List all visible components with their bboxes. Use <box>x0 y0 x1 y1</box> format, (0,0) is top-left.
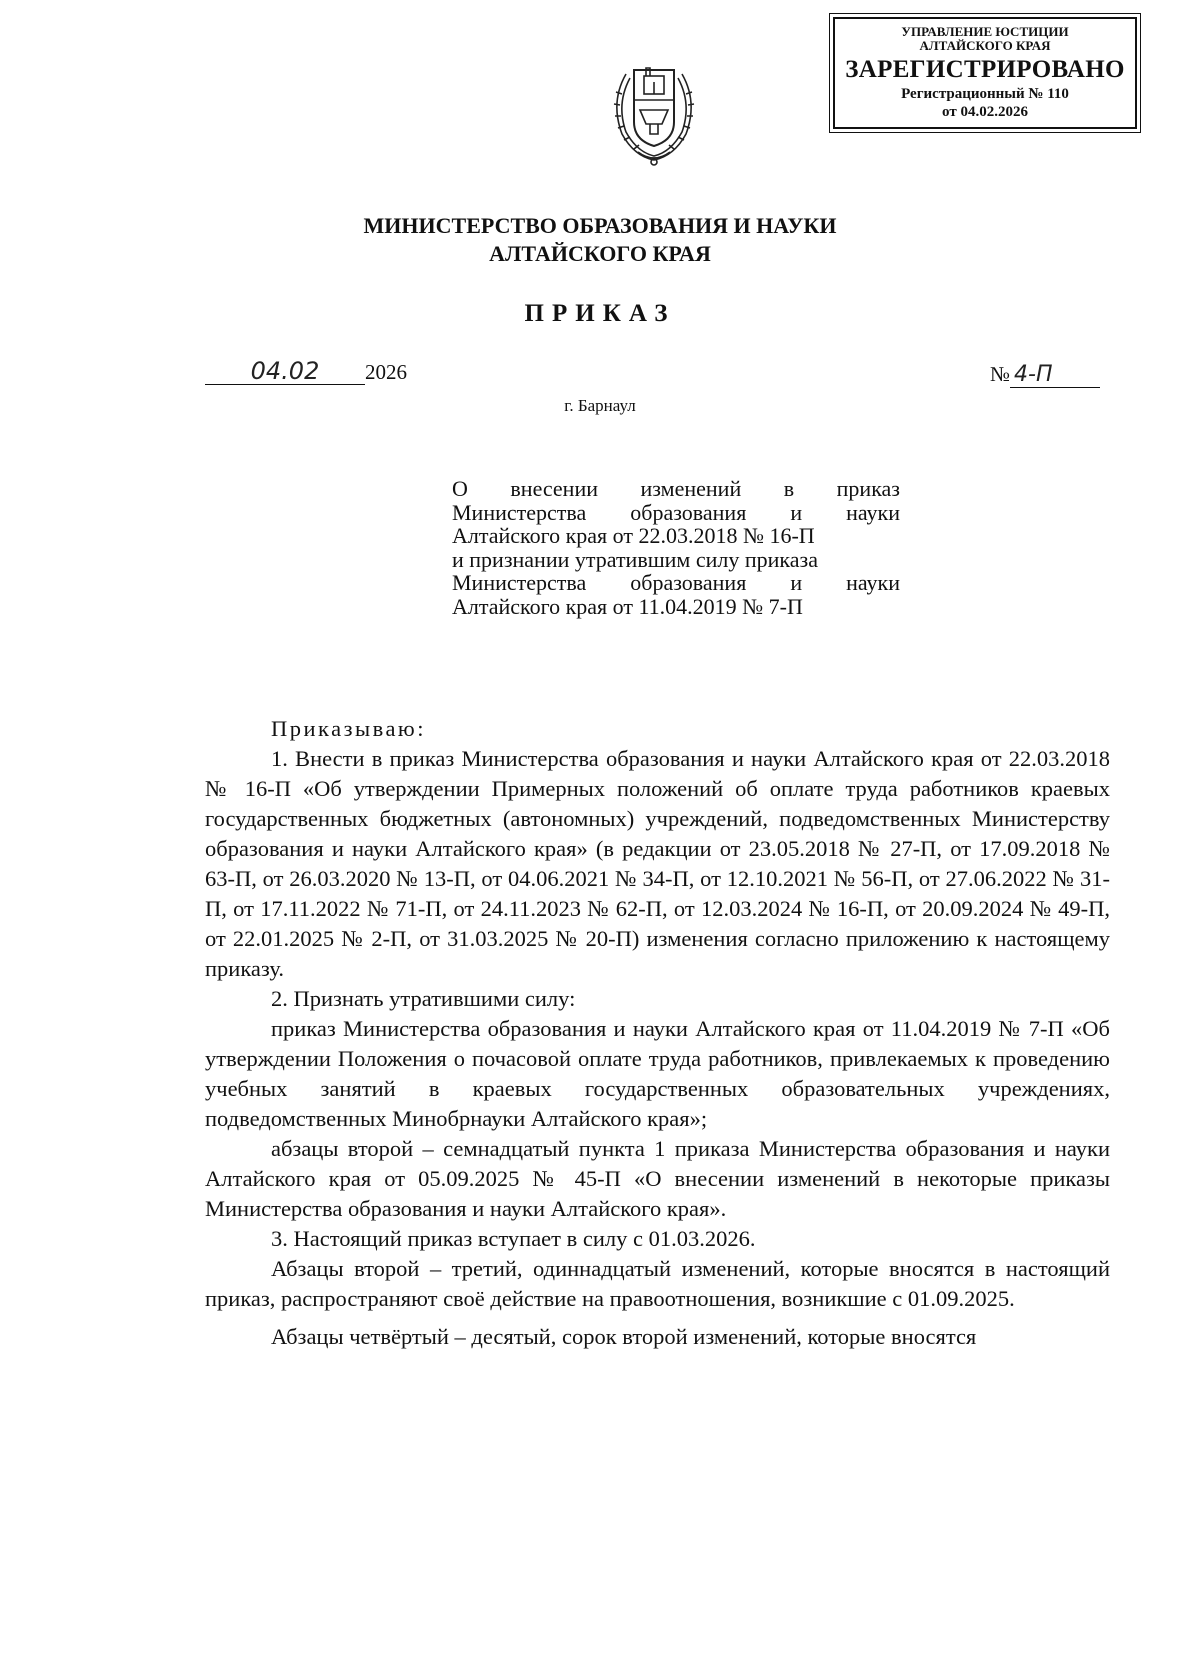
handwritten-number: 4-П <box>1010 363 1100 388</box>
paragraph-2: 2. Признать утратившими силу: <box>271 986 576 1011</box>
ministry-line2: АЛТАЙСКОГО КРАЯ <box>489 241 711 266</box>
subject-line: Алтайского края от 22.03.2018 № 16-П <box>452 523 815 548</box>
subject-line: Министерства образования и науки <box>452 570 900 595</box>
stamp-status: ЗАРЕГИСТРИРОВАНО <box>845 56 1125 83</box>
paragraph-3b: Абзацы четвёртый – десятый, сорок второй изменений, которые вносятся <box>271 1324 977 1349</box>
registration-stamp <box>833 17 1137 129</box>
document-date <box>205 358 407 385</box>
number-prefix: № <box>990 362 1011 386</box>
ministry-line1: МИНИСТЕРСТВО ОБРАЗОВАНИЯ И НАУКИ <box>363 213 837 238</box>
paragraph-2a: приказ Министерства образования и науки Алтайского края от 11.04.2019 № 7-П «Об утверждении Положения о почасовой оплате труда работников, привлекаемых к проведению учебных занятий в краевых государственных образовательных учреждениях, подведомственных Минобрнауки Алтайского края»; <box>205 1016 1110 1131</box>
document-subject <box>452 477 900 618</box>
document-city: г. Барнаул <box>564 396 636 415</box>
paragraph-1: 1. Внести в приказ Министерства образования и науки Алтайского края от 22.03.2018 № 16-П «Об утверждении Примерных положений об оплате труда работников краевых государственных бюджетных (автономных) учреждений, подведомственных Министерству образования и науки Алтайского края» (в редакции от 23.05.2018 № 27-П, от 17.09.2018 № 63-П, от 26.03.2020 № 13-П, от 04.06.2021 № 34-П, от 12.10.2021 № 56-П, от 27.06.2022 № 31-П, от 17.11.2022 № 71-П, от 24.11.2023 № 62-П, от 12.03.2024 № 16-П, от 20.09.2024 № 49-П, от 22.01.2025 № 2-П, от 31.03.2025 № 20-П) изменения согласно приложению к настоящему приказу. <box>205 746 1110 981</box>
document-number <box>990 362 1100 388</box>
document-type: ПРИКАЗ <box>524 300 676 327</box>
subject-line: Министерства образования и науки <box>452 499 900 525</box>
document-body <box>205 714 1110 1352</box>
paragraph-3: 3. Настоящий приказ вступает в силу с 01.03.2026. <box>271 1226 756 1251</box>
order-word: Приказываю: <box>271 716 426 741</box>
stamp-reg-date: от 04.02.2026 <box>942 104 1028 120</box>
subject-line: Алтайского края от 11.04.2019 № 7-П <box>452 593 803 619</box>
document-year: 2026 <box>365 360 407 384</box>
handwritten-date: 04.02 <box>205 358 365 385</box>
stamp-org-line1: УПРАВЛЕНИЕ ЮСТИЦИИ <box>901 24 1069 39</box>
stamp-reg-number: Регистрационный № 110 <box>901 86 1069 102</box>
paragraph-2b: абзацы второй – семнадцатый пункта 1 приказа Министерства образования и науки Алтайского края от 05.09.2025 № 45-П «О внесении изменений в некоторые приказы Министерства образования и науки Алтайского края». <box>205 1136 1110 1221</box>
coat-of-arms-icon <box>604 52 704 170</box>
ministry-name <box>0 212 1200 268</box>
paragraph-3a: Абзацы второй – третий, одиннадцатый изменений, которые вносятся в настоящий приказ, распространяют своё действие на правоотношения, возникшие с 01.09.2025. <box>205 1256 1110 1311</box>
subject-line: О внесении изменений в приказ <box>452 476 900 501</box>
subject-line: и признании утратившим силу приказа <box>452 546 818 572</box>
stamp-org-line2: АЛТАЙСКОГО КРАЯ <box>919 38 1051 53</box>
